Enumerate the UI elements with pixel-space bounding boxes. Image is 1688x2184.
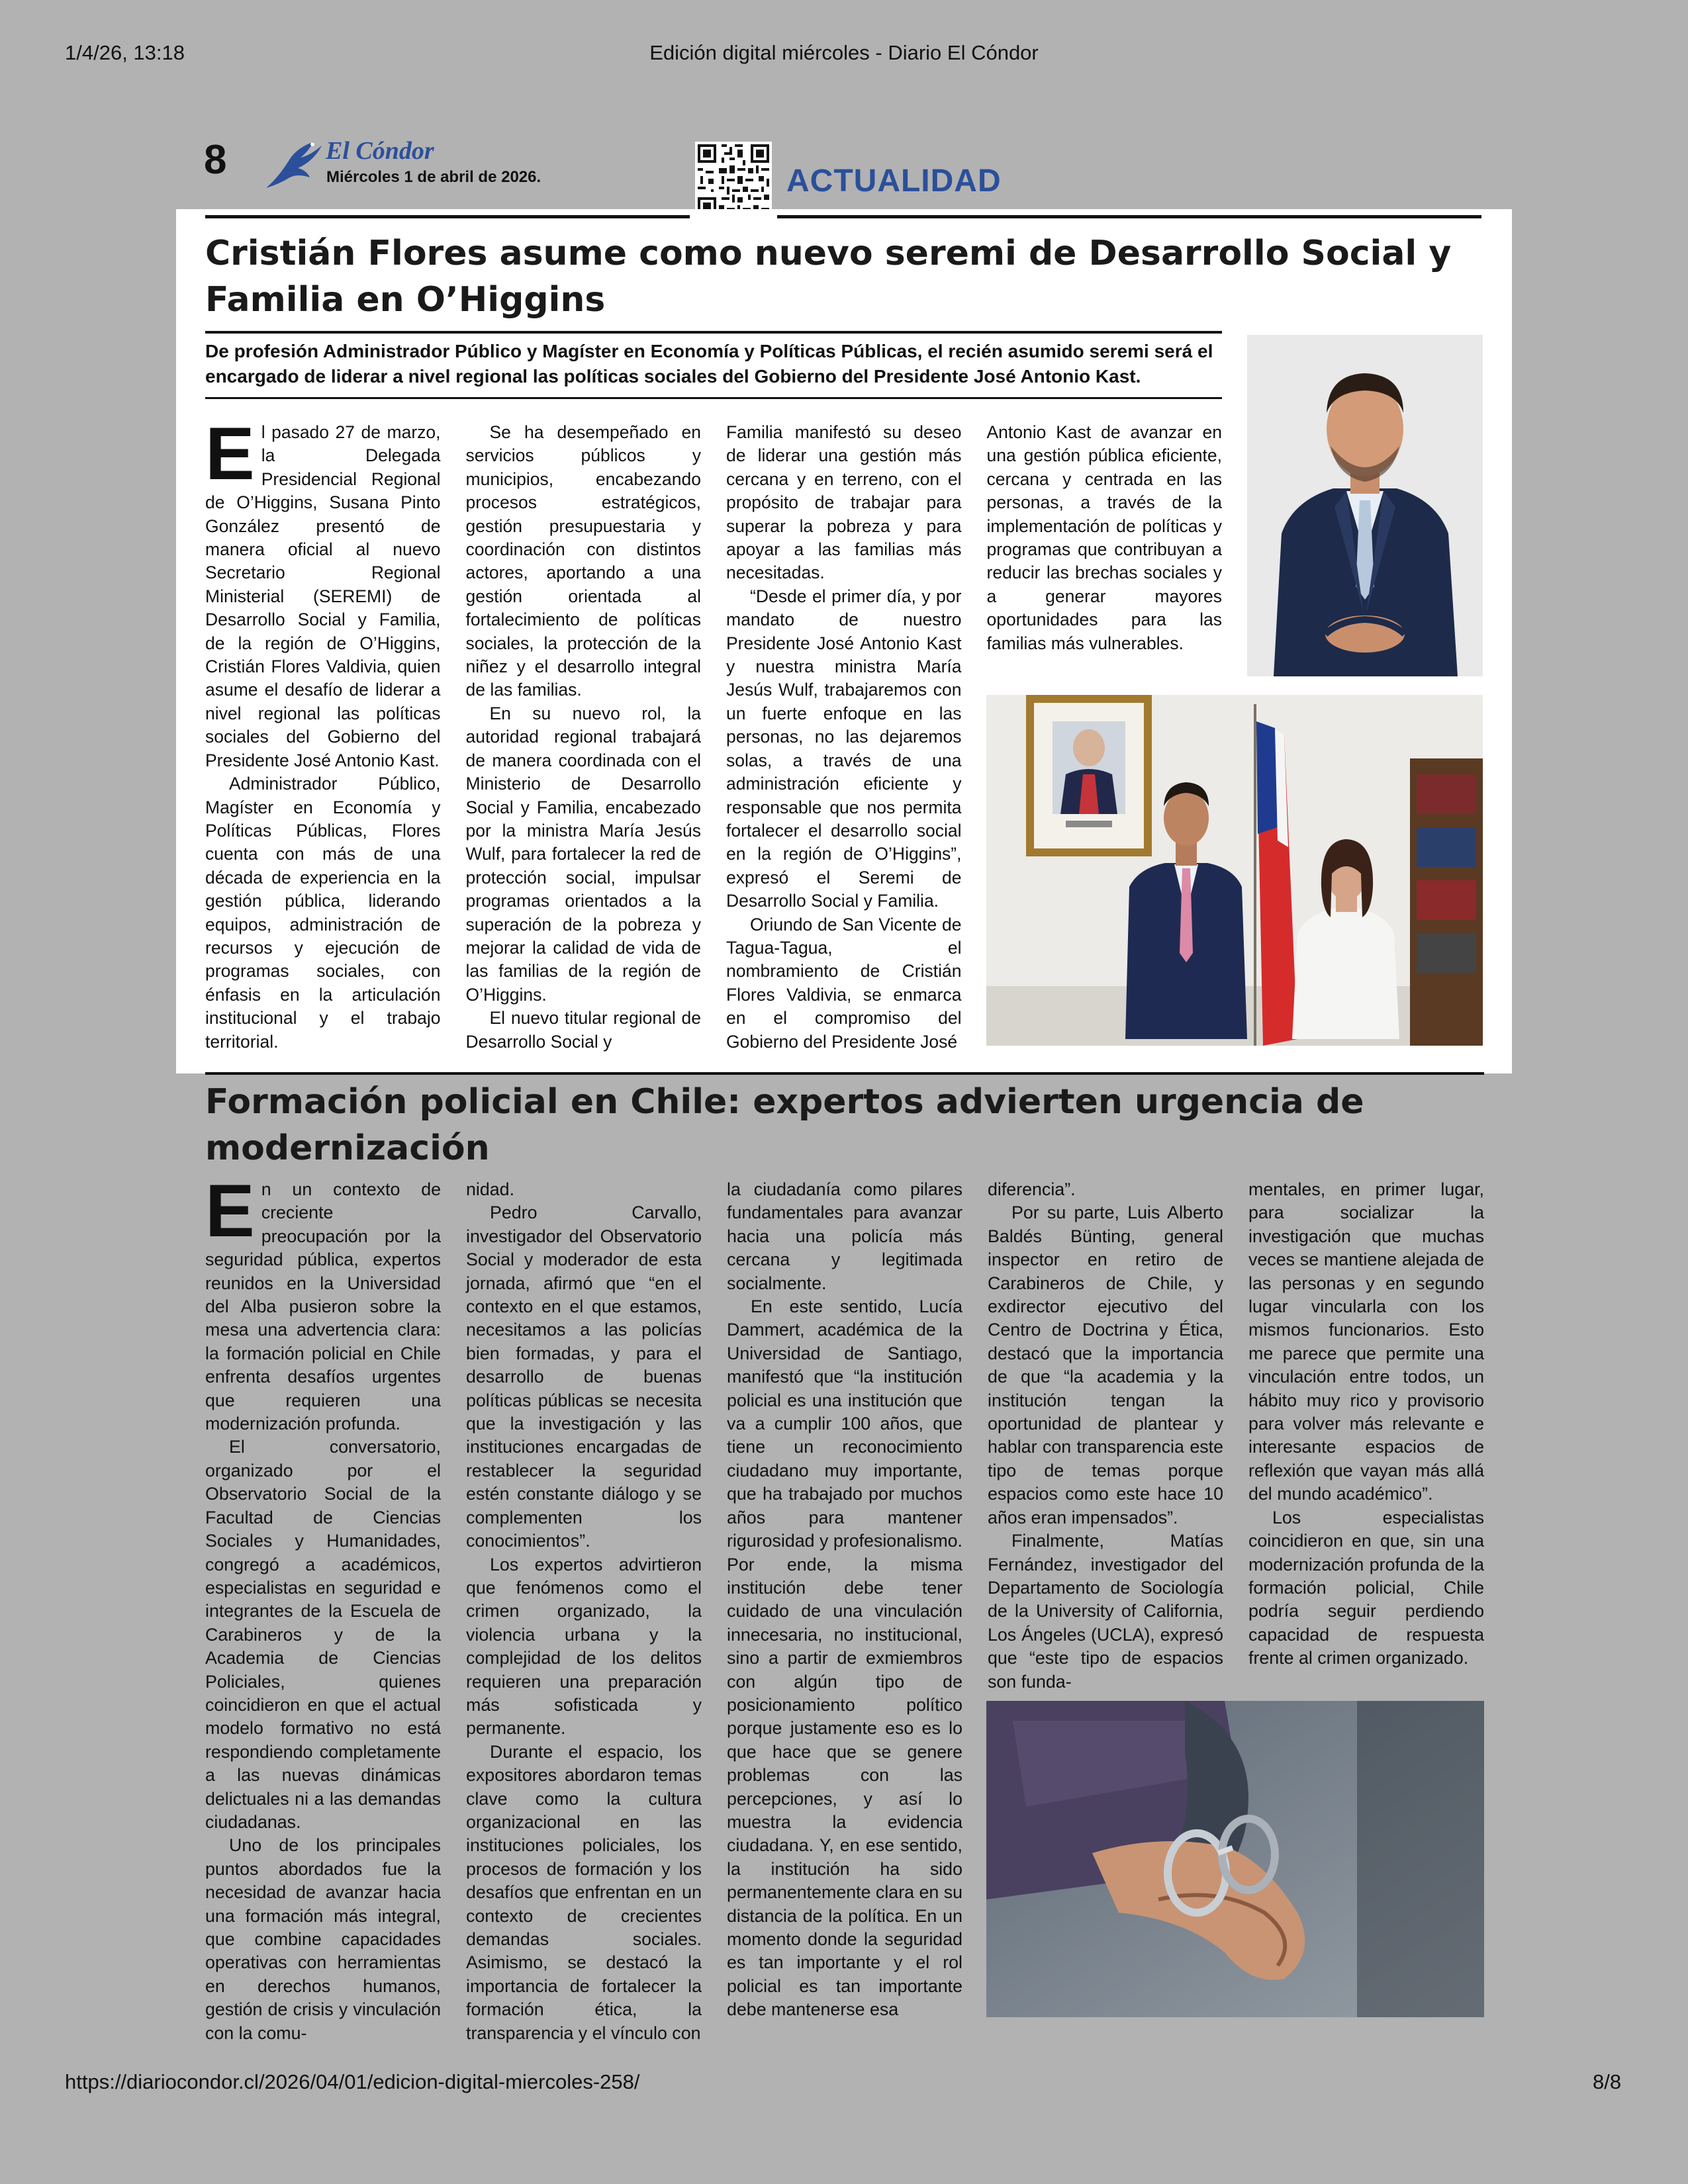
article1-col-2 (466, 421, 702, 1056)
article1-col-1 (205, 412, 441, 1056)
article2-paragraph: Finalmente, Matías Fernández, investigador del Departamento de Sociología de la University of California, Los Ángeles (UCLA), expresó que “este tipo de espacios son funda- (988, 1531, 1223, 1692)
article1-paragraph: El nuevo titular regional de Desarrollo Social y (465, 1008, 701, 1052)
article1-paragraph (205, 412, 441, 772)
article2-paragraph: Pedro Carvallo, investigador del Observatorio Social y moderador de esta jornada, afirmó que “en el contexto en el que estamos, necesitamos a las policías bien formadas, y para el desarrollo de buenas políticas públicas se necesita que la investigación y las instituciones encargadas de restablecer la seguridad estén constante diálogo y se complementen los conocimientos”. (466, 1203, 702, 1551)
lead-rule-top (205, 331, 1222, 334)
article2-rule (205, 1072, 1484, 1075)
article2-p1-text: n un contexto de creciente preocupación por la seguridad pública, expertos reunidos en la Universidad del Alba pusieron sobre la mesa una advertencia clara: la formación policial en Chile enfrenta desafíos urgentes que requieren una modernización profunda. (205, 1179, 441, 1434)
article1-paragraph: Se ha desempeñado en servicios públicos y municipios, encabezando procesos estratégicos, gestión presupuestaria y coordinación con distintos actores, aportando a una gestión orientada al fortalecimiento de políticas sociales, la protección de la niñez y el desarrollo integral de las familias. (465, 422, 701, 700)
article2-paragraph: En este sentido, Lucía Dammert, académica de la Universidad de Santiago, manifestó que “la institución policial es una institución que va a cumplir 100 años, que tiene un reconocimiento ciudadano muy importante, que ha trabajado por muchos años para mantener rigurosidad y profesionalismo. Por ende, la misma institución debe tener cuidado de una vinculación innecesaria, no institucional, sino a partir de exmiembros con algún tipo de posicionamiento político porque justamente eso es lo que hace que se genere problemas con las percepciones, y así lo muestra la evidencia ciudadana. Y, en ese sentido, la institución ha sido permanentemente clara en su distancia de la política. En un momento donde la seguridad es tan importante y el rol policial es tan importante debe mantenerse esa (727, 1297, 963, 2020)
print-page-count: 8/8 (1593, 2070, 1622, 2093)
article1-paragraph: Familia manifestó su deseo de liderar una gestión más cercana y en terreno, con el propósito de trabajar para superar la pobreza y para apoyar a las familias más necesitadas. (726, 422, 962, 583)
article1-paragraph: Antonio Kast de avanzar en una gestión pública eficiente, cercana y centrada en las personas, a través de la implementación de políticas y programas que contribuyan a reducir las brechas sociales y a generar mayores oportunidades para las familias más vulnerables. (986, 422, 1222, 653)
dropcap: E (205, 412, 255, 495)
group-photo (986, 695, 1483, 1046)
edition-date: Miércoles 1 de abril de 2026. (326, 168, 541, 186)
handcuffs-photo (986, 1701, 1484, 2017)
article2-paragraph: mentales, en primer lugar, para socializar la investigación que muchas veces se mantiene alejada de las personas y en segundo lugar vincularla con los mismos funcionarios. Esto me parece que permite una vinculación entre todos, un hábito muy rico y provisorio para volver más relevante e interesante espacios de reflexión que vayan más allá del mundo académico”. (1248, 1179, 1484, 1504)
print-title: Edición digital miércoles - Diario El Cóndor (649, 41, 1039, 64)
section-label: ACTUALIDAD (786, 163, 1002, 199)
article1-paragraph: Administrador Público, Magíster en Economía y Políticas Públicas, Flores cuenta con más de una década de experiencia en la gestión pública, liderando equipos, administración de recursos y ejecución de programas sociales, con énfasis en la articulación institucional y el trabajo territorial. (205, 774, 441, 1052)
article2-paragraph: diferencia”. (988, 1179, 1076, 1199)
dropcap: E (205, 1169, 255, 1252)
article2-paragraph: nidad. (466, 1179, 515, 1199)
article2-col-3 (727, 1178, 962, 2025)
article2-col-1 (205, 1169, 441, 2043)
article2-paragraph: Durante el espacio, los expositores abordaron temas clave como la cultura organizacional en las instituciones policiales, los procesos de formación y los desafíos que enfrentan en un contexto de crecientes demandas sociales. Asimismo, se destacó la importancia de fortalecer la formación ética, la transparencia y el vínculo con (466, 1741, 702, 2043)
qr-code-icon (695, 142, 772, 218)
page-number: 8 (204, 137, 227, 183)
article2-paragraph: Uno de los principales puntos abordados fue la necesidad de avanzar hacia una formación más integral, que combine capacidades operativas con herramientas en derechos humanos, gestión de crisis y vinculación con la comu- (205, 1835, 441, 2043)
article1-headline: Cristián Flores asume como nuevo seremi de Desarrollo Social y Familia en O’Higgins (205, 234, 1452, 320)
lead-rule-bottom (205, 397, 1222, 399)
article1-paragraph: Oriundo de San Vicente de Tagua-Tagua, el nombramiento de Cristián Flores Valdivia, se enmarca en el compromiso del Gobierno del Presidente José (726, 914, 962, 1052)
article1-p1-text: l pasado 27 de marzo, la Delegada Presidencial Regional de O’Higgins, Susana Pinto González presentó de manera oficial al nuevo Secretario Regional Ministerial (SEREMI) de Desarrollo Social y Familia, de la región de O’Higgins, Cristián Flores Valdivia, quien asume el desafío de liderar a nivel regional las políticas sociales del Gobierno del Presidente José Antonio Kast. (205, 422, 441, 770)
top-rule-right (777, 215, 1481, 218)
article1-paragraph: En su nuevo rol, la autoridad regional trabajará de manera coordinada con el Ministerio de Desarrollo Social y Familia, encabezado por la ministra María Jesús Wulf, para fortalecer la red de protección social, impulsar programas orientados a la superación de la pobreza y mejorar la calidad de vida de las familias de la región de O’Higgins. (465, 703, 701, 1005)
article2-headline: Formación policial en Chile: expertos advierten urgencia de modernización (205, 1082, 1364, 1168)
article2-paragraph: Por su parte, Luis Alberto Baldés Bünting, general inspector en retiro de Carabineros de Chile, y exdirector ejecutivo del Centro de Doctrina y Ética, destacó que la importancia de que “la academia y la institución tengan la oportunidad de plantear y hablar con transparencia este tipo de temas porque espacios como este hace 10 años eran impensados”. (988, 1203, 1223, 1527)
top-rule-left (205, 215, 690, 218)
logo-wordmark: El Cóndor (326, 137, 434, 165)
article2-paragraph: Los especialistas coincidieron en que, sin una modernización profunda de la formación policial, Chile podría seguir perdiendo capacidad de respuesta frente al crimen organizado. (1248, 1507, 1484, 1668)
article2-paragraph: Los expertos advirtieron que fenómenos como el crimen organizado, la violencia urbana y la complejidad de los delitos requieren una preparación más sofisticada y permanente. (466, 1554, 702, 1739)
condor-logo-icon (263, 136, 324, 193)
article1-paragraph: “Desde el primer día, y por mandato de nuestro Presidente José Antonio Kast y nuestra ministra María Jesús Wulf, trabajaremos con un fuerte enfoque en las personas, no las dejaremos solas, a través de una administración eficiente y responsable que nos permita fortalecer el desarrollo social en la región de O’Higgins”, expresó el Seremi de Desarrollo Social y Familia. (726, 586, 962, 911)
portrait-photo (1247, 335, 1483, 676)
print-datetime: 1/4/26, 13:18 (65, 41, 185, 64)
article1-col-3 (726, 421, 962, 1056)
article1-lead: De profesión Administrador Público y Magíster en Economía y Políticas Públicas, el recién asumido seremi será el encargado de liderar a nivel regional las políticas sociales del Gobierno del Presidente José Antonio Kast. (205, 341, 1213, 387)
article2-paragraph: la ciudadanía como pilares fundamentales para avanzar hacia una policía más cercana y legitimada socialmente. (727, 1179, 962, 1293)
article2-col-2 (466, 1178, 702, 2043)
print-url: https://diariocondor.cl/2026/04/01/edicion-digital-miercoles-258/ (65, 2070, 640, 2093)
article2-paragraph (205, 1169, 441, 1435)
article2-paragraph: El conversatorio, organizado por el Observatorio Social de la Facultad de Ciencias Sociales y Humanidades, congregó a académicos, especialistas en seguridad e integrantes de la Escuela de Carabineros y de la Academia de Ciencias Policiales, quienes coincidieron en que el actual modelo formativo no está respondiendo completamente a las nuevas dinámicas delictuales ni a las demandas ciudadanas. (205, 1437, 441, 1832)
